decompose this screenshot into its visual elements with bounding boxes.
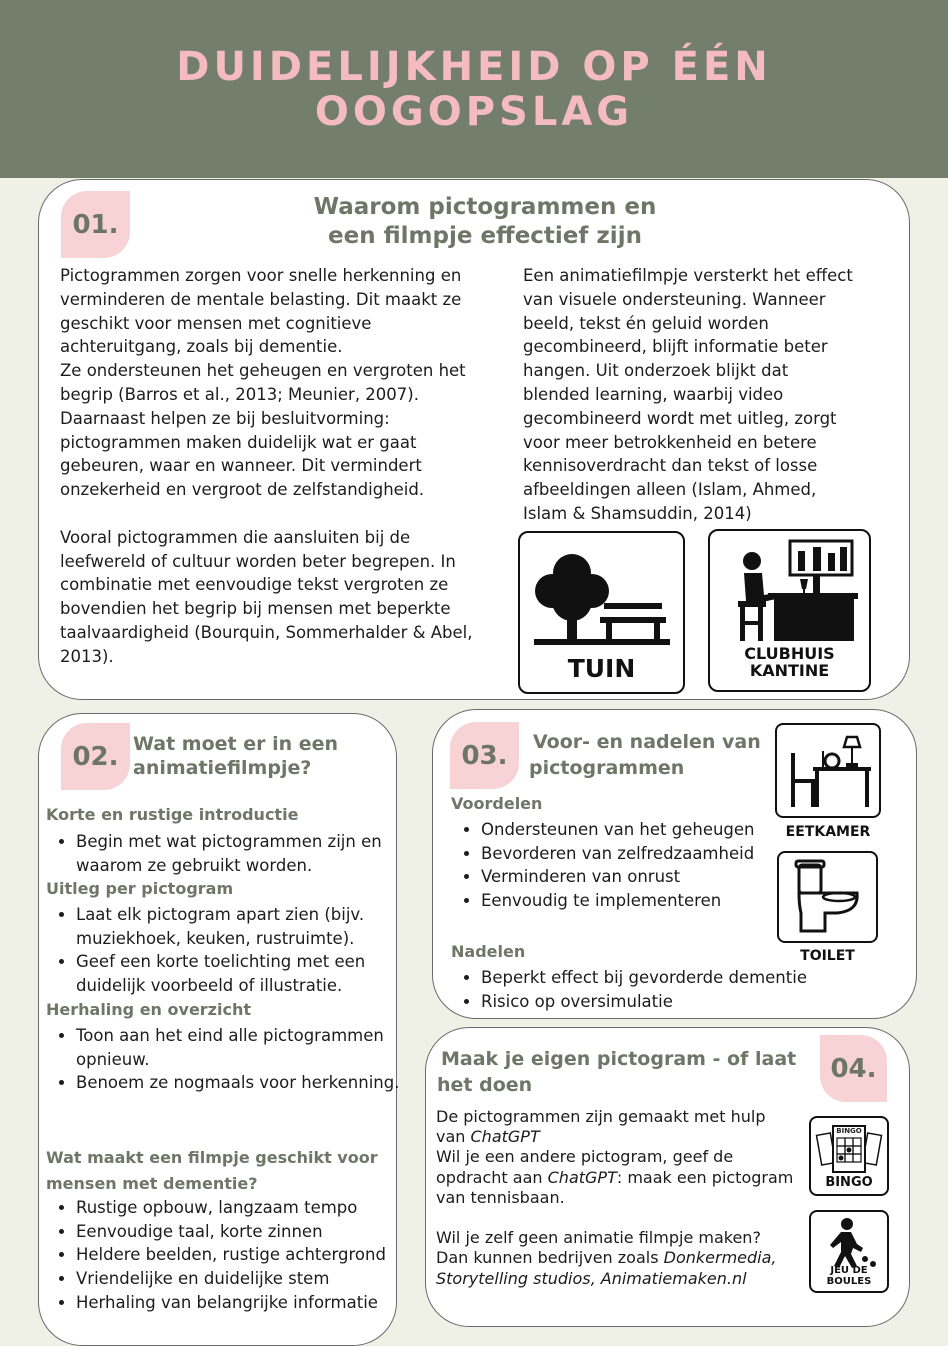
section-2-heading-herhaling: Herhaling en overzicht xyxy=(46,1000,251,1019)
section-4-number: 04. xyxy=(820,1035,887,1102)
list-item: • Eenvoudig te implementeren xyxy=(481,889,801,913)
section-2-heading-intro: Korte en rustige introductie xyxy=(46,805,299,824)
section-3-number: 03. xyxy=(450,722,519,789)
section-2-list-suitable xyxy=(46,1196,421,1315)
section-2-list-uitleg xyxy=(46,903,421,998)
toilet-icon xyxy=(779,853,876,941)
list-item: • Begin met wat pictogrammen zijn en waarom ze gebruikt worden. xyxy=(76,830,421,877)
pictogram-jeu-de-boules xyxy=(809,1210,889,1293)
list-item: • Beperkt effect bij gevorderde dementie xyxy=(481,966,911,990)
boules-player-icon xyxy=(811,1214,887,1270)
tree-bench-icon xyxy=(520,539,682,659)
section-3-pros-heading: Voordelen xyxy=(451,794,543,813)
pictogram-eetkamer xyxy=(775,723,881,818)
list-item: • Eenvoudige taal, korte zinnen xyxy=(76,1220,421,1244)
list-item: • Benoem ze nogmaals voor herkenning. xyxy=(76,1071,426,1095)
list-item: • Rustige opbouw, langzaam tempo xyxy=(76,1196,421,1220)
section-4-title: Maak je eigen pictogram - of laat het doen xyxy=(437,1048,797,1096)
section-1-left-text: Pictogrammen zorgen voor snelle herkenning en verminderen de mentale belasting. Dit maakt ze geschikt voor mensen met cognitieve achteruitgang, zoals bij dementie. Ze ondersteunen het geheugen en vergroten het begrip (Barros et al., 2013; Meunier, 2007). Daarnaast helpen ze bij besluitvorming: pictogrammen maken duidelijk wat er gaat gebeuren, waar en wanneer. Dit vermindert onzekerheid en vergroot de zelfstandigheid. Vooral pictogrammen die aansluiten bij de leefwereld of cultuur worden beter begrepen. In combinatie met eenvoudige tekst vergroten ze bovendien het begrip bij mensen met beperkte taalvaardigheid (Bourquin, Sommerhalder & Abel, 2013). xyxy=(60,266,473,666)
list-item: • Verminderen van onrust xyxy=(481,865,801,889)
page-title-line1: DUIDELIJKHEID OP ÉÉN xyxy=(176,44,772,90)
section-3-cons-list xyxy=(451,966,911,1013)
section-1-title: Waarom pictogrammen en een filmpje effectief zijn xyxy=(313,194,657,249)
list-item: • Vriendelijke en duidelijke stem xyxy=(76,1267,421,1291)
section-1-number: 01. xyxy=(61,191,130,258)
list-item: • Bevorderen van zelfredzaamheid xyxy=(481,842,801,866)
section-3-pros-list xyxy=(451,818,801,913)
pictogram-bingo-label: BINGO xyxy=(825,1175,873,1191)
list-item: • Ondersteunen van het geheugen xyxy=(481,818,801,842)
page-title-line2: OOGOPSLAG xyxy=(314,89,634,135)
pictogram-eetkamer-label: EETKAMER xyxy=(785,824,871,840)
list-item: • Risico op oversimulatie xyxy=(481,990,911,1014)
pictogram-bingo xyxy=(809,1116,889,1196)
list-item: • Toon aan het eind alle pictogrammen opnieuw. xyxy=(76,1024,426,1071)
pictogram-boules-label: JEU DE BOULES xyxy=(826,1265,872,1287)
section-1-right-text: Een animatiefilmpje versterkt het effect van visuele ondersteuning. Wanneer beeld, tekst én geluid worden gecombineerd, blijft informatie beter hangen. Uit onderzoek blijkt dat blended learning, waarbij video gecombineerd wordt met uitleg, zorgt voor meer betrokkenheid en betere kennisoverdracht dan tekst of losse afbeeldingen alleen (Islam, Ahmed, Islam & Shamsuddin, 2014) xyxy=(523,266,853,523)
section-2-heading-uitleg: Uitleg per pictogram xyxy=(46,879,234,898)
section-2-title: Wat moet er in een animatiefilmpje? xyxy=(133,733,339,779)
section-3-cons-heading: Nadelen xyxy=(451,942,526,961)
section-2-list-herhaling xyxy=(46,1024,426,1095)
bingo-card-badge: BINGO xyxy=(836,1127,862,1135)
section-2-number: 02. xyxy=(61,723,130,790)
pictogram-tuin-label: TUIN xyxy=(567,653,636,683)
section-2-heading-suitable: Wat maakt een filmpje geschikt voor mensen met dementie? xyxy=(46,1148,378,1193)
dining-table-icon xyxy=(777,725,879,816)
list-item: • Herhaling van belangrijke informatie xyxy=(76,1291,421,1315)
pictogram-toilet-label: TOILET xyxy=(800,948,855,964)
list-item: • Heldere beelden, rustige achtergrond xyxy=(76,1243,421,1267)
section-3-title: Voor- en nadelen van pictogrammen xyxy=(529,731,761,779)
pictogram-clubhuis-kantine xyxy=(708,529,871,692)
pictogram-clubhuis-label: CLUBHUIS KANTINE xyxy=(744,644,835,681)
bar-person-icon xyxy=(710,535,868,645)
section-4-text: De pictogrammen zijn gemaakt met hulp van ChatGPT Wil je een andere pictogram, geef de opdracht aan ChatGPT: maak een pictogram van tennisbaan. Wil je zelf geen animatie filmpje maken? Dan kunnen bedrijven zoals Donkermedia, Storytelling studios, Animatiemaken.nl xyxy=(436,1107,794,1288)
list-item: • Laat elk pictogram apart zien (bijv. muziekhoek, keuken, rustruimte). xyxy=(76,903,421,950)
pictogram-tuin xyxy=(518,531,685,694)
section-2-list-intro xyxy=(46,830,421,877)
pictogram-toilet xyxy=(777,851,878,943)
list-item: • Geef een korte toelichting met een duidelijk voorbeeld of illustratie. xyxy=(76,950,421,997)
